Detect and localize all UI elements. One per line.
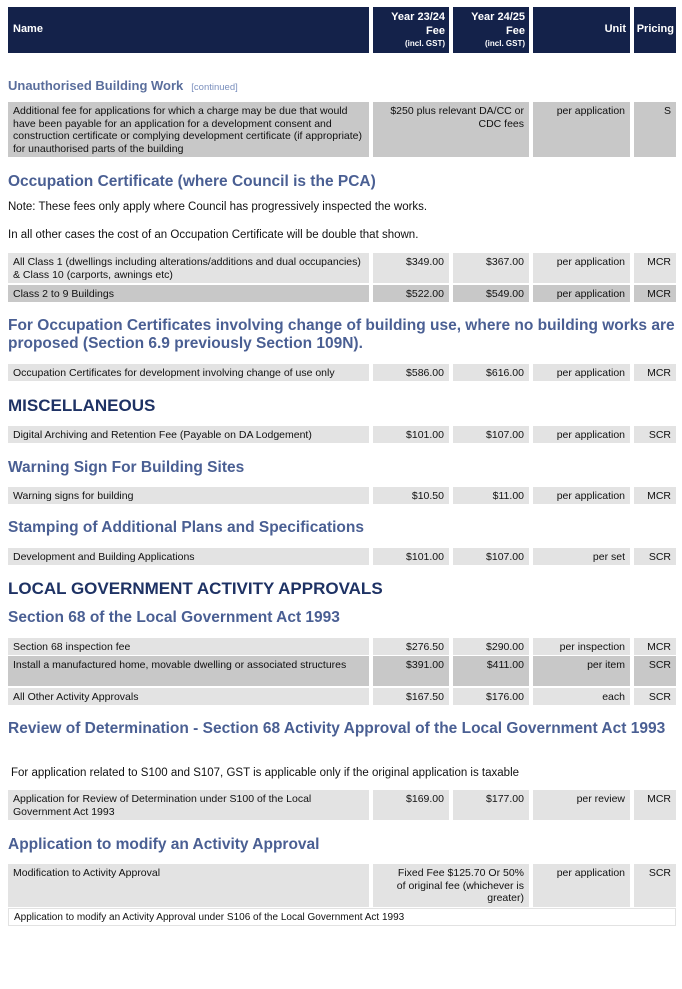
fee-name: Application for Review of Determination under S100 of the Local Government Act 1993	[8, 790, 369, 820]
fee-year-24-25: $11.00	[453, 487, 529, 504]
fee-year-24-25: $367.00	[453, 253, 529, 283]
table-row	[8, 656, 676, 686]
fee-year-23-24: $167.50	[373, 688, 449, 705]
fee-pricing: MCR	[634, 790, 676, 820]
fee-name: Install a manufactured home, movable dwelling or associated structures	[8, 656, 369, 686]
section-heading-stamping: Stamping of Additional Plans and Specifications	[8, 519, 364, 536]
fee-unit: per item	[533, 656, 630, 686]
fee-year-23-24: $10.50	[373, 487, 449, 504]
fee-name: All Class 1 (dwellings including alterations/additions and dual occupancies) & Class 10 (carports, awnings etc)	[8, 253, 369, 283]
fee-unit: per inspection	[533, 638, 630, 655]
table-row	[8, 790, 676, 820]
fee-unit: per review	[533, 790, 630, 820]
fee-combined: $250 plus relevant DA/CC or CDC fees	[373, 102, 529, 157]
column-header-name: Name	[8, 7, 369, 53]
column-header-unit: Unit	[533, 7, 630, 53]
table-row	[8, 426, 676, 443]
section-heading-modify-activity-approval: Application to modify an Activity Approval	[8, 836, 320, 853]
column-header-year-23-24	[373, 7, 449, 53]
fee-name: Warning signs for building	[8, 487, 369, 504]
fee-year-23-24: $276.50	[373, 638, 449, 655]
table-row	[8, 364, 676, 381]
fee-year-23-24: $391.00	[373, 656, 449, 686]
fee-name: Class 2 to 9 Buildings	[8, 285, 369, 302]
fee-name: Development and Building Applications	[8, 548, 369, 565]
section-note: For application related to S100 and S107, GST is applicable only if the original application is taxable	[11, 767, 520, 779]
fee-combined: Fixed Fee $125.70 Or 50% of original fee (whichever is greater)	[373, 864, 529, 907]
fee-name: Occupation Certificates for development involving change of use only	[8, 364, 369, 381]
fee-year-24-25: $616.00	[453, 364, 529, 381]
fee-unit: each	[533, 688, 630, 705]
fee-year-24-25: $177.00	[453, 790, 529, 820]
section-heading-change-of-use: For Occupation Certificates involving change of building use, where no building works are proposed (Section 6.9 previously Section 109N).	[8, 317, 675, 352]
section-heading-unauthorised-building-work	[8, 77, 238, 97]
fee-year-23-24: $586.00	[373, 364, 449, 381]
year2-line2: Fee	[506, 25, 525, 37]
section-title: Unauthorised Building Work	[8, 78, 184, 93]
column-header-pricing: Pricing	[634, 7, 676, 53]
year2-line1: Year 24/25	[471, 11, 525, 23]
fee-pricing: SCR	[634, 656, 676, 686]
footnote-row: Application to modify an Activity Approval under S106 of the Local Government Act 1993	[8, 908, 676, 926]
section-heading-section-68: Section 68 of the Local Government Act 1993	[8, 609, 340, 626]
fee-year-23-24: $349.00	[373, 253, 449, 283]
fee-unit: per application	[533, 364, 630, 381]
fee-year-23-24: $169.00	[373, 790, 449, 820]
year1-line1: Year 23/24	[391, 11, 445, 23]
table-row	[8, 285, 676, 302]
fee-unit: per application	[533, 864, 630, 907]
table-row	[8, 253, 676, 283]
fee-pricing: SCR	[634, 548, 676, 565]
fee-year-24-25: $176.00	[453, 688, 529, 705]
fee-year-23-24: $101.00	[373, 548, 449, 565]
section-heading-warning-sign: Warning Sign For Building Sites	[8, 459, 245, 476]
year1-line2: Fee	[426, 25, 445, 37]
year2-line3: (incl. GST)	[485, 39, 525, 48]
fee-year-24-25: $411.00	[453, 656, 529, 686]
table-header	[8, 7, 676, 53]
table-row	[8, 688, 676, 705]
fee-name: Section 68 inspection fee	[8, 638, 369, 655]
section-note: Note: These fees only apply where Council has progressively inspected the works.	[8, 201, 428, 213]
fee-name: Additional fee for applications for which a charge may be due that would have been payable for an application for a development consent and construction certificate or complying development certificate (if appropriate) for unauthorised parts of the building	[8, 102, 369, 157]
fee-unit: per application	[533, 253, 630, 283]
fee-pricing: S	[634, 102, 676, 157]
fee-year-24-25: $107.00	[453, 426, 529, 443]
table-row	[8, 638, 676, 655]
fee-year-23-24: $522.00	[373, 285, 449, 302]
column-header-year-24-25	[453, 7, 529, 53]
fee-unit: per application	[533, 426, 630, 443]
section-heading-occupation-certificate: Occupation Certificate (where Council is the PCA)	[8, 173, 376, 190]
fee-unit: per set	[533, 548, 630, 565]
continued-note: [continued]	[191, 82, 238, 93]
fee-year-24-25: $290.00	[453, 638, 529, 655]
fee-name: Modification to Activity Approval	[8, 864, 369, 907]
fee-year-23-24: $101.00	[373, 426, 449, 443]
table-row	[8, 102, 676, 157]
section-note: In all other cases the cost of an Occupation Certificate will be double that shown.	[8, 229, 419, 241]
fee-pricing: MCR	[634, 638, 676, 655]
section-heading-miscellaneous: MISCELLANEOUS	[8, 396, 156, 415]
section-heading-review-of-determination: Review of Determination - Section 68 Activity Approval of the Local Government Act 1993	[8, 720, 666, 737]
fee-pricing: MCR	[634, 487, 676, 504]
fee-year-24-25: $107.00	[453, 548, 529, 565]
fee-pricing: MCR	[634, 253, 676, 283]
fee-year-24-25: $549.00	[453, 285, 529, 302]
fee-unit: per application	[533, 487, 630, 504]
fee-pricing: SCR	[634, 864, 676, 907]
fee-unit: per application	[533, 102, 630, 157]
table-row	[8, 864, 676, 907]
fee-name: Digital Archiving and Retention Fee (Payable on DA Lodgement)	[8, 426, 369, 443]
table-row	[8, 548, 676, 565]
fee-pricing: MCR	[634, 364, 676, 381]
fee-pricing: SCR	[634, 426, 676, 443]
year1-line3: (incl. GST)	[405, 39, 445, 48]
section-heading-local-government-activity-approvals: LOCAL GOVERNMENT ACTIVITY APPROVALS	[8, 579, 383, 598]
fee-name: All Other Activity Approvals	[8, 688, 369, 705]
fee-unit: per application	[533, 285, 630, 302]
fee-pricing: MCR	[634, 285, 676, 302]
table-row	[8, 487, 676, 504]
fee-pricing: SCR	[634, 688, 676, 705]
